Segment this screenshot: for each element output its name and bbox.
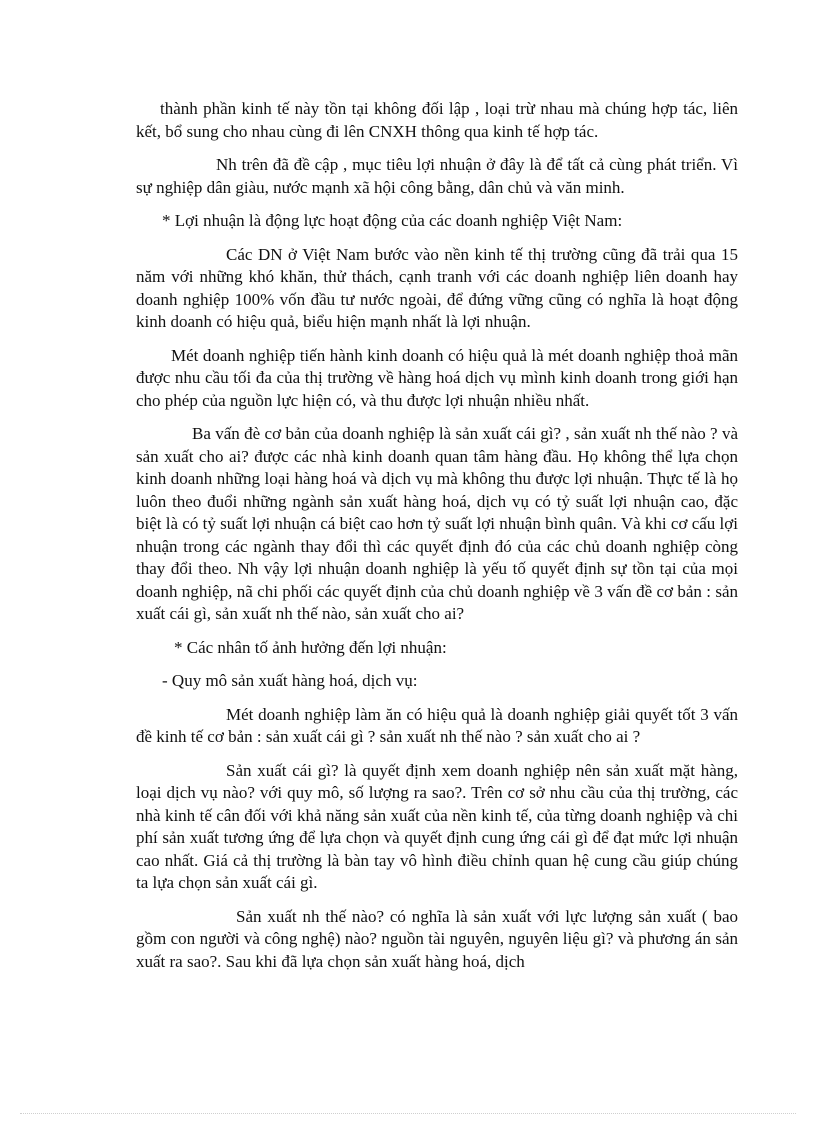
- section-heading-profit-motive: * Lợi nhuận là động lực hoạt động của các doanh nghiệp Việt Nam:: [162, 211, 623, 230]
- paragraph-7: Sản xuất cái gì? là quyết định xem doanh nghiệp nên sản xuất mặt hàng, loại dịch vụ nào? với quy mô, số lượng ra sao?. Trên cơ sở nhu cầu của thị trường, các nhà kinh tế cân đối với khả năng sản xuất của nền kinh tế, của từng doanh nghiệp và chi phí sản xuất tương ứng để lựa chọn và quyết định cung ứng cái gì để đạt mức lợi nhuận cao nhất. Giá cả thị trường là bàn tay vô hình điều chỉnh quan hệ cung cầu giúp chúng ta lựa chọn sản xuất cái gì.: [136, 760, 738, 892]
- paragraph-4: Mét doanh nghiệp tiến hành kinh doanh có hiệu quả là mét doanh nghiệp thoả mãn được nhu cầu tối đa của thị trường về hàng hoá dịch vụ mình kinh doanh trong giới hạn cho phép của nguồn lực hiện có, và thu được lợi nhuận nhiều nhất.: [136, 345, 738, 410]
- paragraph-2: Nh trên đã đề cập , mục tiêu lợi nhuận ở đây là để tất cả cùng phát triển. Vì sự nghiệp dân giàu, nước mạnh xã hội công bằng, dân chủ và văn minh.: [136, 155, 738, 197]
- section-heading-profit-factors: * Các nhân tố ảnh hưởng đến lợi nhuận:: [174, 637, 447, 657]
- sub-heading-production-scale: - Quy mô sản xuất hàng hoá, dịch vụ:: [162, 671, 418, 690]
- paragraph-6: Mét doanh nghiệp làm ăn có hiệu quả là doanh nghiệp giải quyết tốt 3 vấn đề kinh tế cơ bản : sản xuất cái gì ? sản xuất nh thế nào ? sản xuất cho ai ?: [136, 704, 738, 746]
- paragraph-3: Các DN ở Việt Nam bước vào nền kinh tế thị trường cũng đã trải qua 15 năm với những khó khăn, thử thách, cạnh tranh với các doanh nghiệp liên doanh hay doanh nghiệp 100% vốn đầu tư nước ngoài, để đứng vững cũng có nghĩa là hoạt động kinh doanh có hiệu quả, biểu hiện mạnh nhất là lợi nhuận.: [136, 244, 738, 331]
- paragraph-8: Sản xuất nh thế nào? có nghĩa là sản xuất với lực lượng sản xuất ( bao gồm con người và công nghệ) nào? nguồn tài nguyên, nguyên liệu gì? và phương án sản xuất ra sao?. Sau khi đã lựa chọn sản xuất hàng hoá, dịch: [136, 906, 738, 971]
- paragraph-1: thành phần kinh tế này tồn tại không đối lập , loại trừ nhau mà chúng hợp tác, liên kết, bổ sung cho nhau cùng đi lên CNXH thông qua kinh tế hợp tác.: [136, 99, 738, 141]
- paragraph-5: Ba vấn đè cơ bản của doanh nghiệp là sản xuất cái gì? , sản xuất nh thế nào ? và sản xuất cho ai? được các nhà kinh doanh quan tâm hàng đầu. Họ không thể lựa chọn kinh doanh những loại hàng hoá và dịch vụ mà không thu được lợi nhuận. Thực tế là họ luôn theo đuổi những ngành sản xuất hàng hoá, dịch vụ có tỷ suất lợi nhuận cao, đặc biệt là có tỷ suất lợi nhuận cá biệt cao hơn tỷ suất lợi nhuận bình quân. Và khi cơ cấu lợi nhuận trong các ngành thay đổi thì các quyết định đó của các chủ doanh nghiệp còng thay đổi theo. Nh vậy lợi nhuận doanh nghiệp là yếu tố quyết định sự tồn tại của mọi doanh nghiệp, nã chi phối các quyết định của chủ doanh nghiệp về 3 vấn đề cơ bản : sản xuất cái gì, sản xuất nh thế nào, sản xuất cho ai?: [136, 424, 738, 623]
- page-bottom-divider: [20, 1113, 796, 1114]
